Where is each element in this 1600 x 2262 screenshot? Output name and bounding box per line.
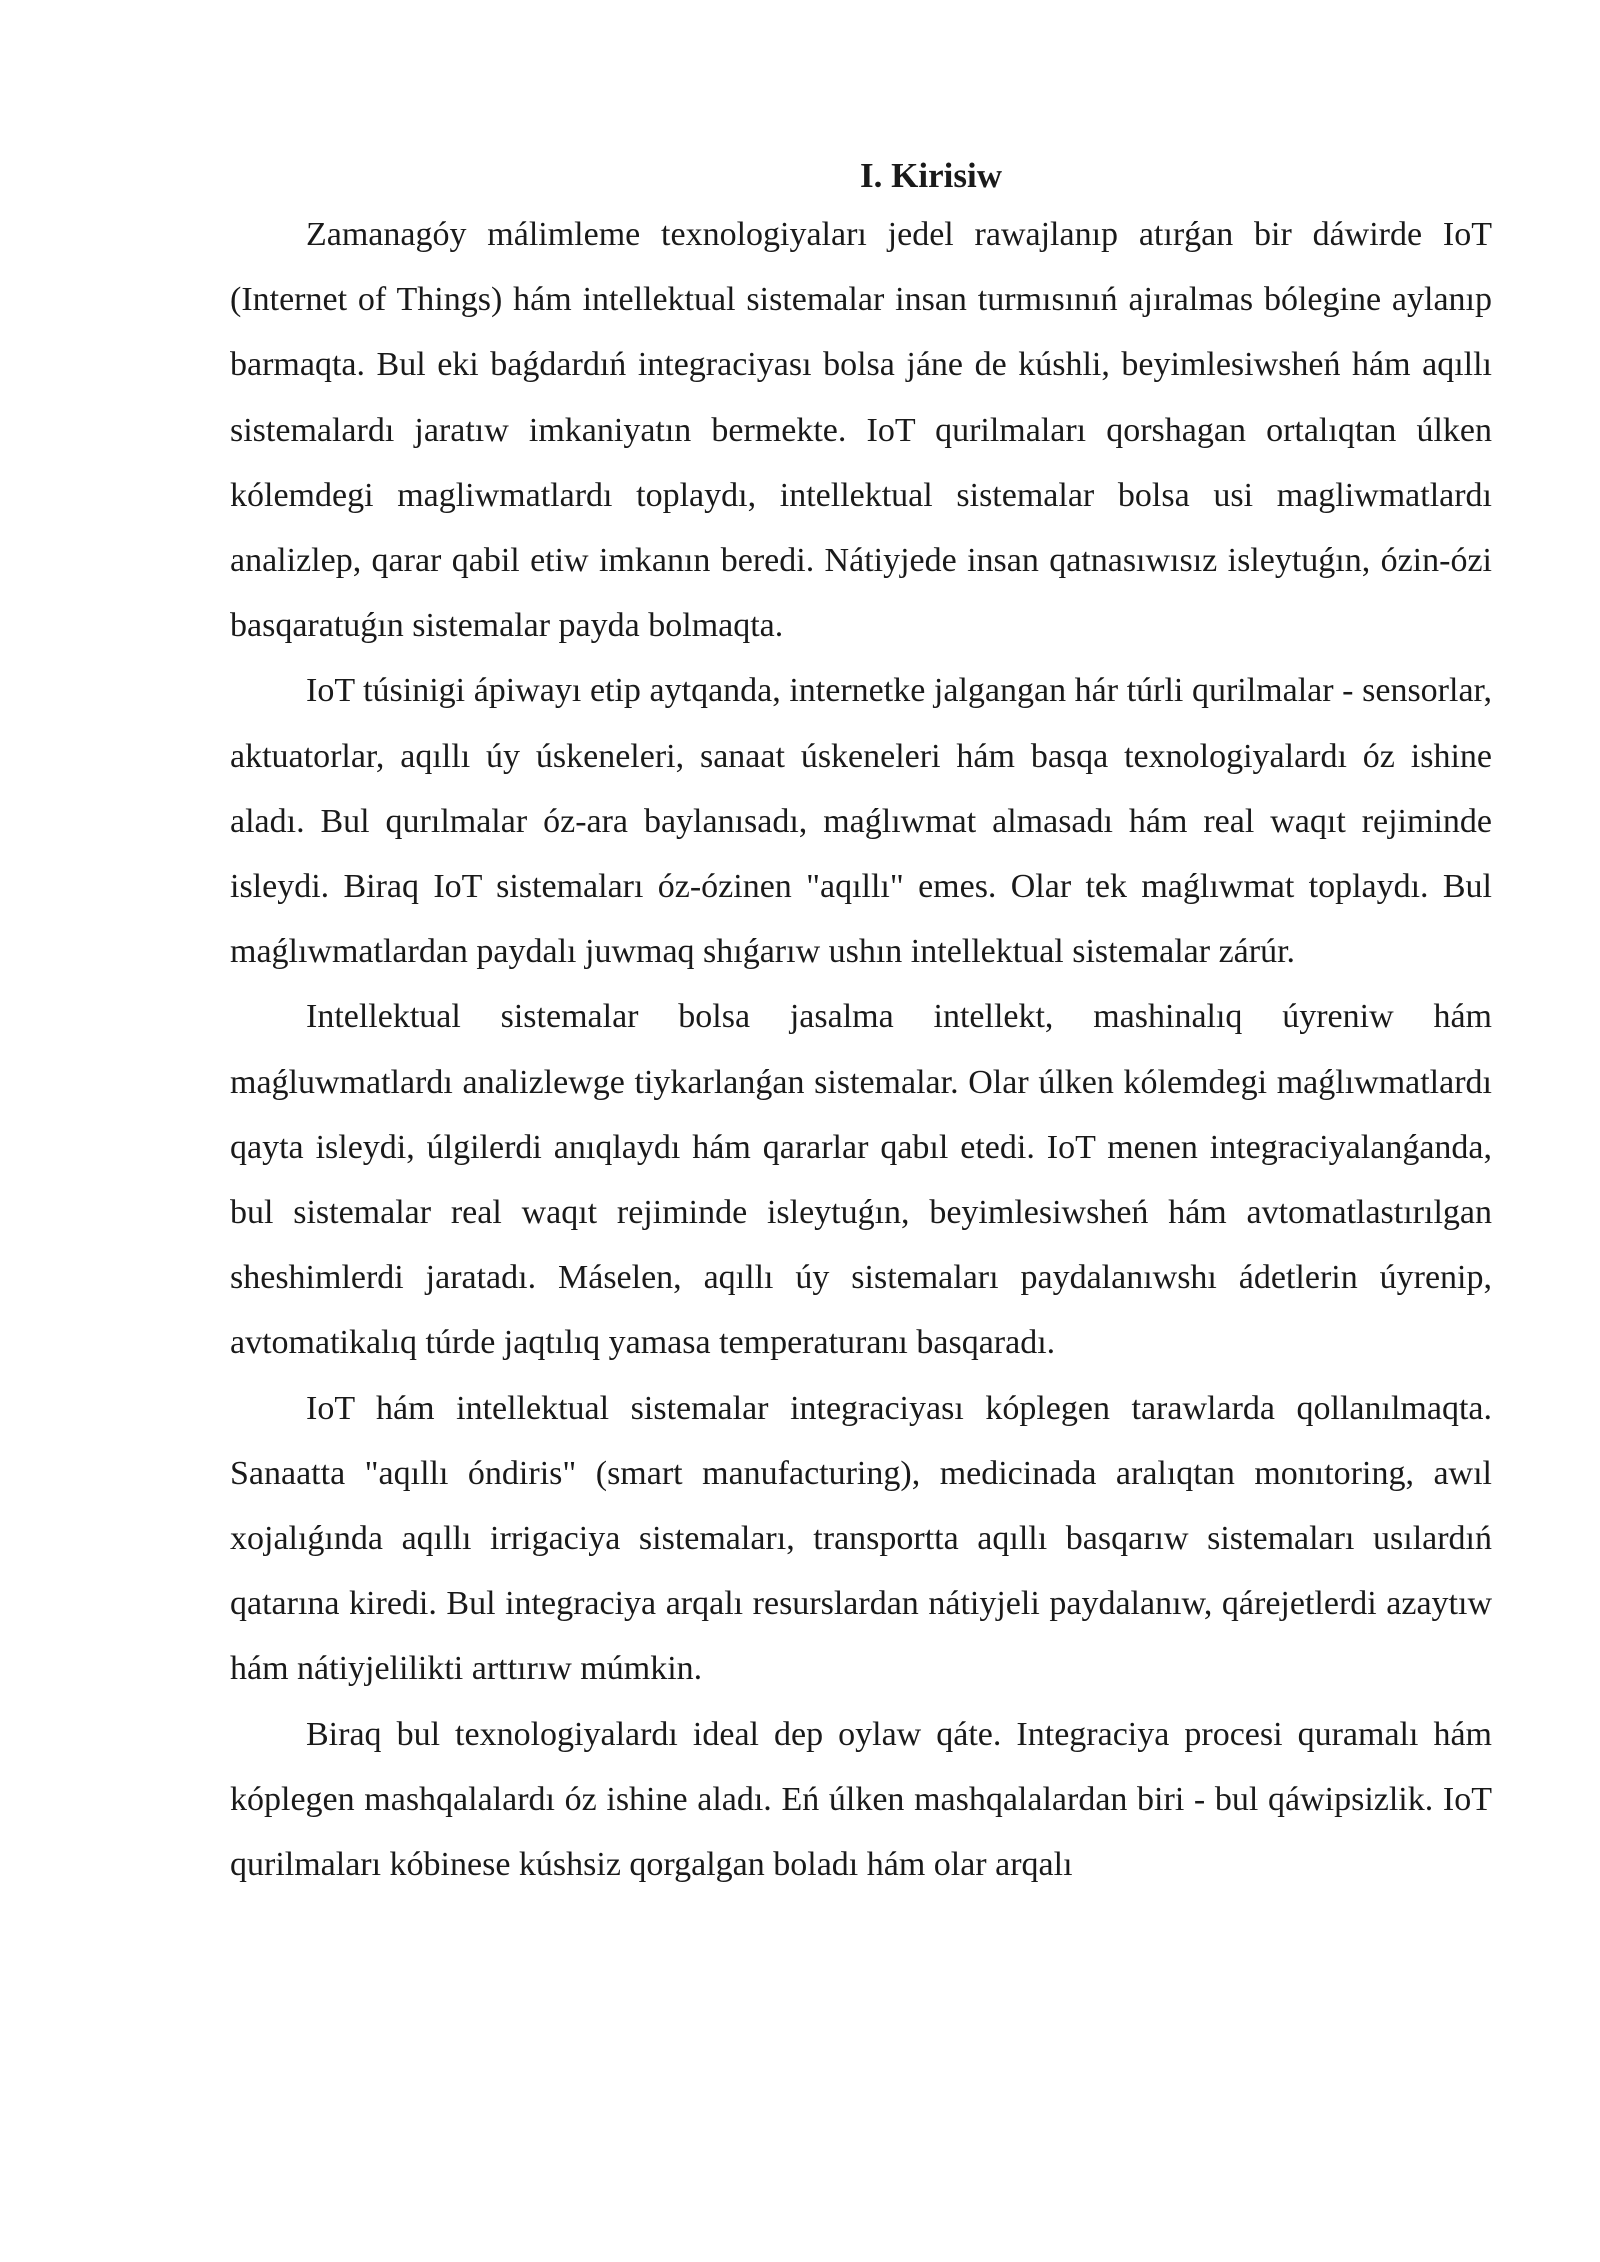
paragraph-intro: Zamanagóy málimleme texnologiyaları jedel rawajlanıp atırǵan bir dáwirde IoT (Internet of Things) hám intellektual sistemalar insan turmısınıń ajıralmas bólegine aylanıp barmaqta. Bul eki baǵdardıń integraciyası bolsa jáne de kúshli, beyimlesiwsheń hám aqıllı sistemalardı jaratıw imkaniyatın bermekte. IoT qurilmaları qorshagan ortalıqtan úlken kólemdegi magliwmatlardı toplaydı, intellektual sistemalar bolsa usi magliwmatlardı analizlep, qarar qabil etiw imkanın beredi. Nátiyjede insan qatnasıwısız isleytuǵın, ózin-ózi basqaratuǵın sistemalar payda bolmaqta. bbox=[230, 216, 1492, 645]
paragraph-challenges: Biraq bul texnologiyalardı ideal dep oylaw qáte. Integraciya procesi quramalı hám kóplegen mashqalalardı óz ishine aladı. Eń úlken mashqalalardan biri - bul qáwipsizlik. IoT qurilmaları kóbinese kúshsiz qorgalgan boladı hám olar arqalı bbox=[230, 1715, 1492, 1884]
paragraph-intelligent-systems: Intellektual sistemalar bolsa jasalma intellekt, mashinalıq úyreniw hám maǵluwmatlardı analizlewge tiykarlanǵan sistemalar. Olar úlken kólemdegi maǵlıwmatlardı qayta isleydi, úlgilerdi anıqlaydı hám qararlar qabıl etedi. IoT menen integraciyalanǵanda, bul sistemalar real waqıt rejiminde isleytuǵın, beyimlesiwsheń hám avtomatlastırılgan sheshimlerdi jaratadı. Máselen, aqıllı úy sistemaları paydalanıwshı ádetlerin úyrenip, avtomatikalıq túrde jaqtılıq yamasa temperaturanı basqaradı. bbox=[230, 998, 1492, 1362]
paragraph-applications: IoT hám intellektual sistemalar integraciyası kóplegen tarawlarda qollanılmaqta. Sanaatta "aqıllı óndiris" (smart manufacturing), medicinada aralıqtan monıtoring, awıl xojalıǵında aqıllı irrigaciya sistemaları, transportta aqıllı basqarıw sistemaları usılardıń qatarına kiredi. Bul integraciya arqalı resurslardan nátiyjeli paydalanıw, qárejetlerdi azaytıw hám nátiyjelilikti arttırıw múmkin. bbox=[230, 1389, 1492, 1688]
paragraph-iot-concept: IoT túsinigi ápiwayı etip aytqanda, internetke jalgangan hár túrli qurilmalar - sensorlar, aktuatorlar, aqıllı úy úskeneleri, sanaat úskeneleri hám basqa texnologiyalardı óz ishine aladı. Bul qurılmalar óz-ara baylanısadı, maǵlıwmat almasadı hám real waqıt rejiminde isleydi. Biraq IoT sistemaları óz-ózinen "aqıllı" emes. Olar tek maǵlıwmat toplaydı. Bul maǵlıwmatlardan paydalı juwmaq shıǵarıw ushın intellektual sistemalar zárúr. bbox=[230, 672, 1492, 971]
section-heading: I. Kirisiw bbox=[860, 156, 1002, 195]
document-page bbox=[230, 150, 1492, 1897]
